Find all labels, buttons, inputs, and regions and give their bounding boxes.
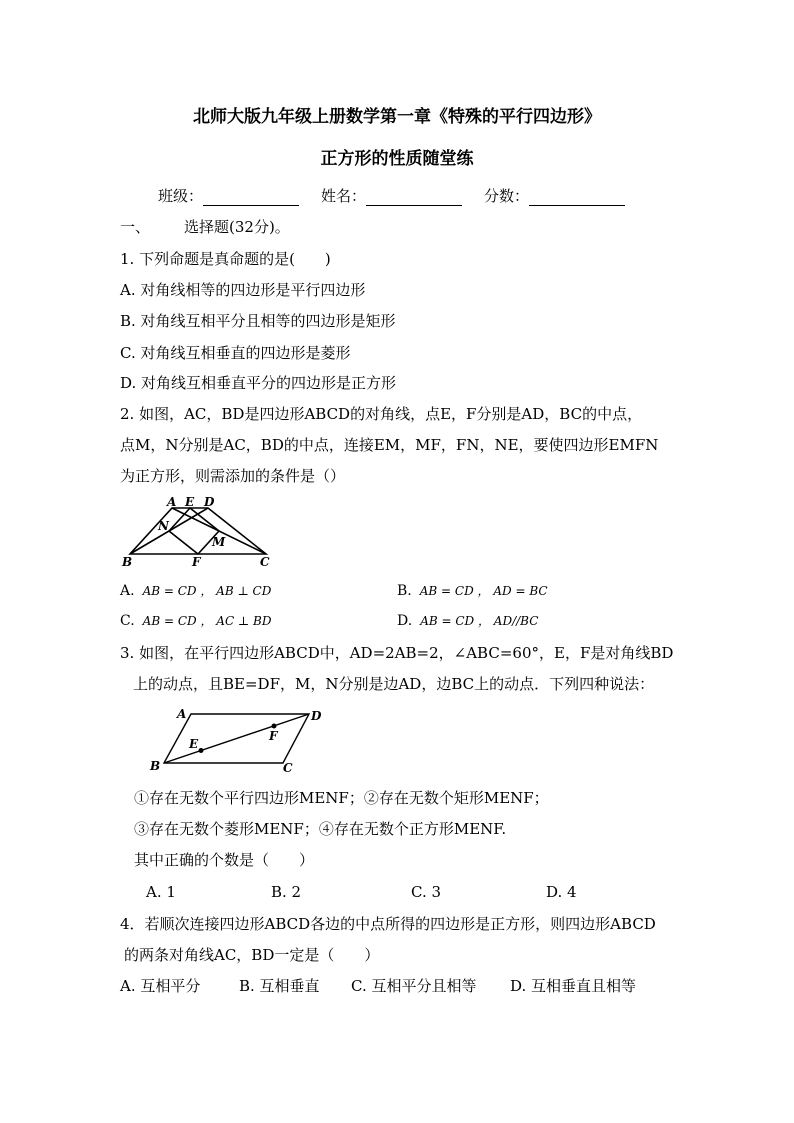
q3-ask: 其中正确的个数是（ ） <box>134 851 315 869</box>
q4-stem-line2: 的两条对角线AC，BD一定是（ ） <box>124 946 380 964</box>
q2-figure <box>118 494 278 570</box>
q2-option-c[interactable] <box>120 611 271 631</box>
q2-option-b-letter: B. <box>397 583 412 599</box>
score-label: 分数： <box>484 187 530 205</box>
q3-statement-1-2: ①存在无数个平行四边形MENF；②存在无数个矩形MENF； <box>134 789 549 807</box>
page-subtitle: 正方形的性质随堂练 <box>320 149 474 169</box>
q2-option-b-math: AB = CD ， AD = BC <box>419 584 548 598</box>
page-title: 北师大版九年级上册数学第一章《特殊的平行四边形》 <box>193 107 601 127</box>
class-blank[interactable] <box>203 187 299 206</box>
q2-label-d: D <box>204 495 215 509</box>
q2-label-c: C <box>260 555 270 569</box>
q4-option-b[interactable]: B. 互相垂直 <box>239 977 320 995</box>
q3-option-c[interactable]: C. 3 <box>411 883 442 901</box>
section-index: 一、 <box>120 218 151 236</box>
q3-statement-3-4: ③存在无数个菱形MENF；④存在无数个正方形MENF. <box>134 820 507 838</box>
score-blank[interactable] <box>529 187 625 206</box>
q3-option-a[interactable]: A. 1 <box>146 883 176 901</box>
q4-stem-line1: 4．若顺次连接四边形ABCD各边的中点所得的四边形是正方形，则四边形ABCD <box>120 915 656 933</box>
q2-label-m: M <box>212 535 226 549</box>
class-label: 班级： <box>158 187 204 205</box>
q2-option-a-letter: A. <box>120 583 135 599</box>
name-label: 姓名： <box>321 187 367 205</box>
q3-label-d: D <box>311 709 322 723</box>
q1-option-a[interactable]: A. 对角线相等的四边形是平行四边形 <box>120 281 366 299</box>
q2-option-a-math: AB = CD ， AB ⊥ CD <box>142 584 272 598</box>
q3-figure <box>144 704 334 776</box>
q2-option-c-math: AB = CD ， AC ⊥ BD <box>142 614 272 628</box>
q1-option-d[interactable]: D. 对角线互相垂直平分的四边形是正方形 <box>120 374 397 392</box>
q2-option-d-math: AB = CD ， AD//BC <box>420 614 539 628</box>
q4-option-d[interactable]: D. 互相垂直且相等 <box>510 977 637 995</box>
section-heading <box>120 217 290 237</box>
section-label: 选择题(32分)。 <box>184 218 290 236</box>
q2-stem-line1: 2. 如图，AC，BD是四边形ABCD的对角线，点E，F分别是AD，BC的中点， <box>120 405 643 423</box>
q3-label-e: E <box>189 737 199 751</box>
q2-option-c-letter: C. <box>120 613 135 629</box>
q2-option-b[interactable] <box>397 581 548 601</box>
q3-point-e <box>199 748 204 753</box>
q4-option-a[interactable]: A. 互相平分 <box>120 977 201 995</box>
q2-option-d[interactable] <box>397 611 538 631</box>
q4-option-c[interactable]: C. 互相平分且相等 <box>351 977 477 995</box>
q3-stem-line2: 上的动点，且BE=DF，M，N分别是边AD，边BC上的动点．下列四种说法： <box>133 675 655 693</box>
q1-option-b[interactable]: B. 对角线互相平分且相等的四边形是矩形 <box>120 312 396 330</box>
q2-stem-line3: 为正方形，则需添加的条件是（） <box>120 467 346 485</box>
q2-label-f: F <box>192 555 201 569</box>
q2-label-e: E <box>185 495 195 509</box>
q3-label-c: C <box>283 761 293 775</box>
q1-option-c[interactable]: C. 对角线互相垂直的四边形是菱形 <box>120 344 351 362</box>
q2-stem-line2: 点M，N分别是AC，BD的中点，连接EM，MF，FN，NE，要使四边形EMFN <box>120 436 659 454</box>
q2-label-n: N <box>158 519 169 533</box>
q3-label-a: A <box>177 707 187 721</box>
q1-stem: 1. 下列命题是真命题的是( ) <box>120 250 331 268</box>
name-blank[interactable] <box>366 187 462 206</box>
q2-option-d-letter: D. <box>397 613 413 629</box>
q3-point-f <box>272 724 277 729</box>
q3-option-d[interactable]: D. 4 <box>546 883 577 901</box>
q3-stem-line1: 3. 如图，在平行四边形ABCD中，AD=2AB=2，∠ABC=60°，E，F是对角线BD <box>120 644 674 662</box>
q2-option-a[interactable] <box>120 581 271 601</box>
student-info-row <box>158 185 647 206</box>
q3-label-b: B <box>150 759 161 773</box>
q3-label-f: F <box>269 729 278 743</box>
q3-option-b[interactable]: B. 2 <box>271 883 302 901</box>
q2-label-a: A <box>167 495 177 509</box>
q2-label-b: B <box>122 555 133 569</box>
